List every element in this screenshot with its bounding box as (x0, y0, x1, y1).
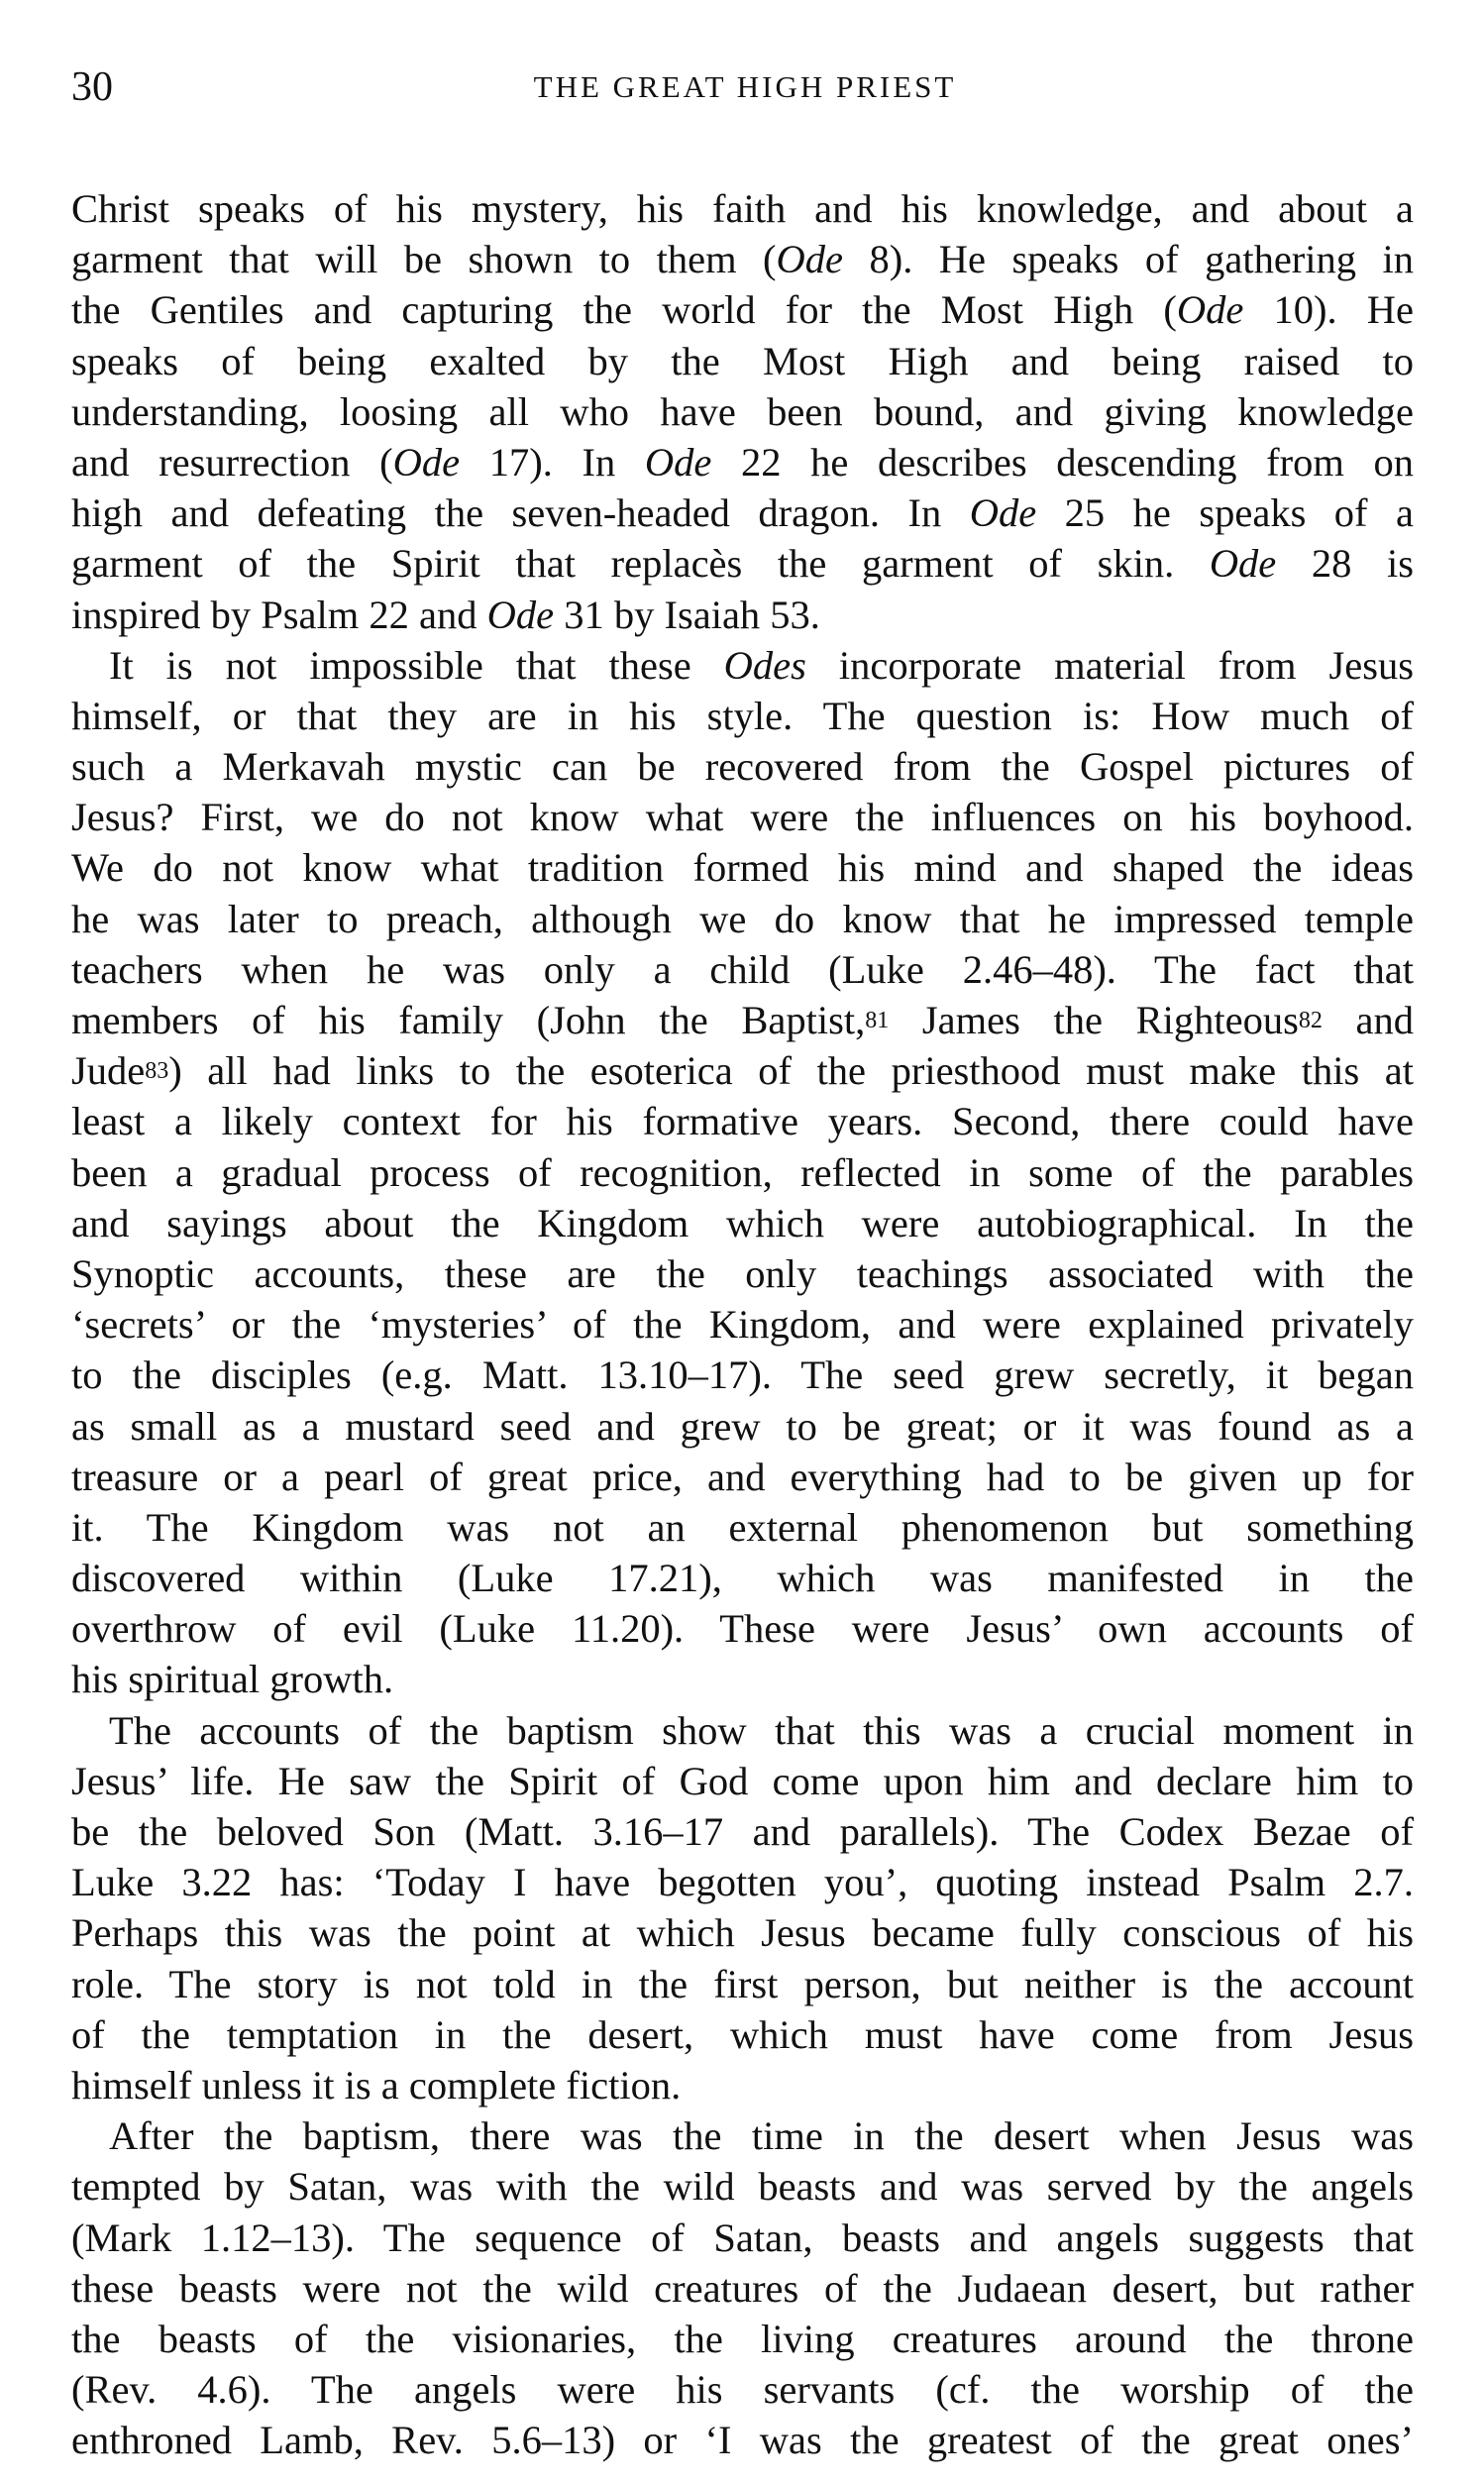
text-run: speaks of being exalted by the Most High and being raised to (71, 338, 1414, 383)
text-line (71, 1907, 1414, 1958)
text-line (71, 2060, 1414, 2110)
text-line (71, 2213, 1414, 2263)
text-run: ‘secrets’ or the ‘mysteries’ of the Kingdom, and were explained privately (71, 1302, 1414, 1348)
text-line (71, 995, 1414, 1045)
text-line (71, 538, 1414, 589)
text-line (71, 1502, 1414, 1553)
text-run: himself unless it is a complete fiction. (71, 2062, 682, 2107)
italic-title: Ode (1176, 287, 1244, 333)
body-text (71, 183, 1414, 2465)
text-line (71, 487, 1414, 538)
page-number: 30 (71, 64, 113, 110)
text-run: garment that will be shown to them ( (71, 237, 777, 282)
text-run: the Gentiles and capturing the world for the Most High ( (71, 287, 1177, 333)
text-run: It is not impossible that these (109, 642, 724, 688)
text-run: We do not know what tradition formed his mind and shaped the ideas (71, 845, 1414, 891)
text-line (71, 234, 1414, 284)
text-run: and (1322, 998, 1414, 1042)
text-run: ) all had links to the esoterica of the priesthood must make this at (168, 1048, 1414, 1094)
italic-title: Ode (644, 439, 712, 485)
text-run: (Mark 1.12–13). The sequence of Satan, beasts and angels suggests that (71, 2215, 1414, 2260)
text-run: such a Merkavah mystic can be recovered from the Gospel pictures of (71, 744, 1414, 790)
text-line (71, 1553, 1414, 1603)
footnote-ref: 83 (145, 1058, 169, 1085)
footnote-ref: 82 (1298, 1008, 1323, 1033)
text-line (71, 894, 1414, 944)
text-run: (Rev. 4.6). The angels were his servants (cf. the worship of the (71, 2367, 1414, 2413)
text-run: Jesus? First, we do not know what were the influences on his boyhood. (71, 795, 1414, 840)
italic-title: Ode (969, 490, 1037, 536)
text-line (71, 437, 1414, 487)
text-run: role. The story is not told in the first person, but neither is the account (71, 1961, 1414, 2006)
text-run: Jude (71, 1048, 146, 1094)
text-run: and sayings about the Kingdom which were autobiographical. In the (71, 1200, 1414, 1245)
text-run: After the baptism, there was the time in the desert when Jesus was (109, 2113, 1414, 2159)
text-line (71, 1452, 1414, 1502)
text-line (71, 1603, 1414, 1654)
text-line (71, 183, 1414, 234)
text-line (71, 944, 1414, 995)
text-run: his spiritual growth. (71, 1657, 394, 1702)
text-run: Luke 3.22 has: ‘Today I have begotten you’, quoting instead Psalm 2.7. (71, 1860, 1414, 1905)
text-line (71, 640, 1414, 691)
text-run: to the disciples (e.g. Matt. 13.10–17). The seed grew secretly, it began (71, 1352, 1414, 1398)
text-run: 8). He speaks of gathering in (843, 237, 1414, 282)
text-run: himself, or that they are in his style. The question is: How much of (71, 693, 1414, 738)
text-line (71, 1959, 1414, 2009)
text-line (71, 1147, 1414, 1198)
text-line (71, 336, 1414, 386)
text-line (71, 2415, 1414, 2465)
text-line (71, 792, 1414, 842)
italic-title: Ode (392, 439, 461, 485)
text-run: least a likely context for his formative years. Second, there could have (71, 1099, 1414, 1144)
text-line (71, 1756, 1414, 1806)
text-run: been a gradual process of recognition, reflected in some of the parables (71, 1149, 1414, 1195)
text-run: 10). He (1243, 287, 1414, 333)
text-run: enthroned Lamb, Rev. 5.6–13) or ‘I was the greatest of the great ones’ (71, 2418, 1414, 2463)
text-run: Synoptic accounts, these are the only teachings associated with the (71, 1250, 1414, 1296)
text-line (71, 2263, 1414, 2314)
text-line (71, 2161, 1414, 2212)
italic-title: Ode (1209, 541, 1277, 587)
text-line (71, 842, 1414, 893)
text-line (71, 1401, 1414, 1452)
text-line (71, 691, 1414, 741)
text-run: these beasts were not the wild creatures of the Judaean desert, but rather (71, 2265, 1414, 2311)
text-run: 17). In (460, 439, 645, 485)
text-run: The accounts of the baptism show that this was a crucial moment in (109, 1707, 1414, 1753)
italic-title: Odes (723, 642, 806, 688)
text-run: discovered within (Luke 17.21), which was manifested in the (71, 1556, 1414, 1601)
text-line (71, 590, 1414, 640)
text-line (71, 1857, 1414, 1907)
text-run: tempted by Satan, was with the wild beasts and was served by the angels (71, 2164, 1414, 2210)
text-run: garment of the Spirit that replacès the garment of skin. (71, 541, 1210, 587)
text-run: treasure or a pearl of great price, and everything had to be given up for (71, 1454, 1414, 1499)
text-line (71, 2314, 1414, 2364)
text-line (71, 1198, 1414, 1248)
text-line (71, 1045, 1414, 1096)
footnote-ref: 81 (865, 1008, 890, 1033)
text-line (71, 1705, 1414, 1756)
text-run: teachers when he was only a child (Luke 2.46–48). The fact that (71, 946, 1414, 992)
italic-title: Ode (486, 592, 555, 637)
page-header (71, 57, 1419, 117)
text-line (71, 1299, 1414, 1350)
text-run: the beasts of the visionaries, the living creatures around the throne (71, 2316, 1414, 2361)
text-line (71, 1350, 1414, 1400)
text-line (71, 741, 1414, 792)
text-run: incorporate material from Jesus (805, 642, 1414, 688)
text-line (71, 1654, 1414, 1704)
text-run: understanding, loosing all who have been bound, and giving knowledge (71, 388, 1414, 434)
text-run: Jesus’ life. He saw the Spirit of God come upon him and declare him to (71, 1758, 1414, 1803)
text-run: Christ speaks of his mystery, his faith and his knowledge, and about a (71, 186, 1414, 231)
text-line (71, 1806, 1414, 1857)
text-run: high and defeating the seven-headed dragon. In (71, 490, 970, 536)
text-run: 31 by Isaiah 53. (554, 592, 820, 637)
text-line (71, 2110, 1414, 2161)
text-line (71, 2364, 1414, 2415)
text-run: 28 is (1276, 541, 1415, 587)
text-run: Perhaps this was the point at which Jesus became fully conscious of his (71, 1910, 1414, 1956)
text-line (71, 2009, 1414, 2060)
text-run: be the beloved Son (Matt. 3.16–17 and parallels). The Codex Bezae of (71, 1809, 1414, 1854)
text-run: of the temptation in the desert, which must have come from Jesus (71, 2011, 1414, 2057)
text-run: 22 he describes descending from on (711, 439, 1414, 485)
text-run: members of his family (John the Baptist, (71, 998, 866, 1042)
text-run: and resurrection ( (71, 439, 393, 485)
running-head: THE GREAT HIGH PRIEST (533, 69, 957, 104)
text-run: as small as a mustard seed and grew to be great; or it was found as a (71, 1403, 1414, 1449)
text-line (71, 1096, 1414, 1146)
text-line (71, 386, 1414, 437)
text-run: inspired by Psalm 22 and (71, 592, 487, 637)
text-run: 25 he speaks of a (1036, 490, 1415, 536)
text-run: he was later to preach, although we do know that he impressed temple (71, 896, 1414, 941)
text-run: overthrow of evil (Luke 11.20). These were Jesus’ own accounts of (71, 1606, 1414, 1652)
text-run: James the Righteous (889, 998, 1299, 1042)
text-run: it. The Kingdom was not an external phenomenon but something (71, 1504, 1414, 1550)
italic-title: Ode (776, 237, 844, 282)
text-line (71, 1248, 1414, 1299)
text-line (71, 284, 1414, 335)
